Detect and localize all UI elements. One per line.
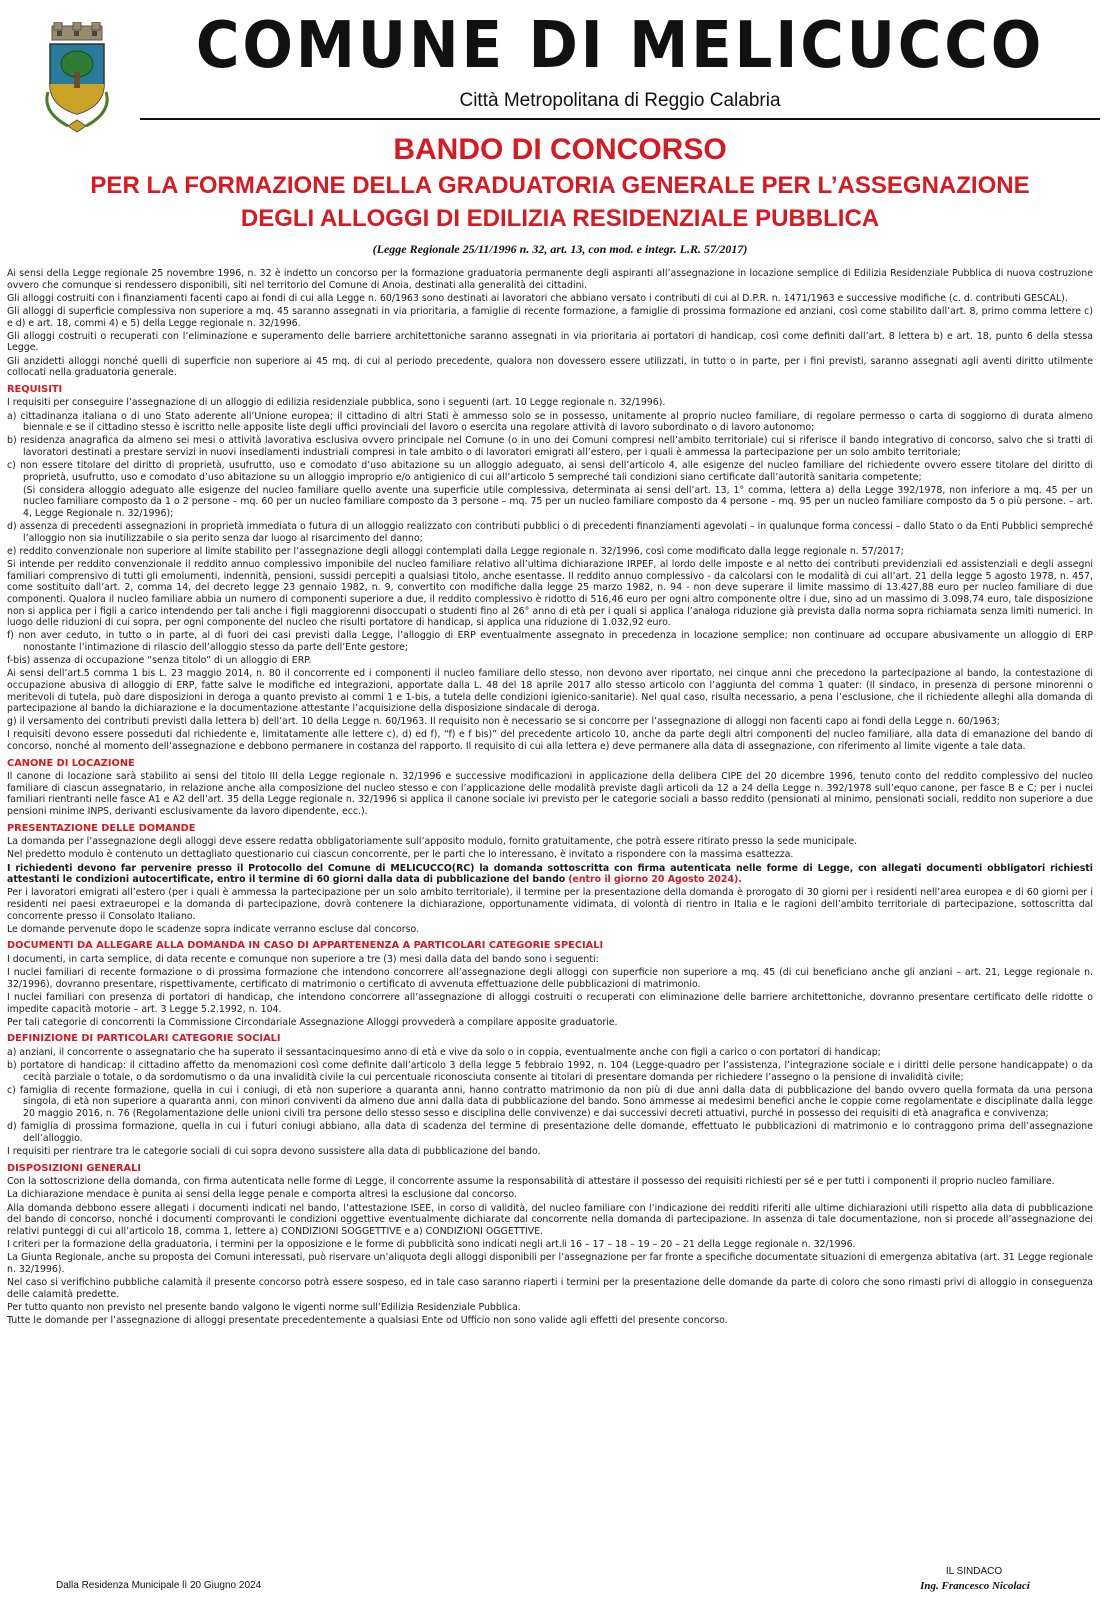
definizioni-closing: I requisiti per rientrare tra le categorie sociali di cui sopra devono sussistere alla data di pubblicazione del bando. bbox=[7, 1146, 541, 1157]
notice-body bbox=[7, 268, 1093, 1328]
announcement-title: BANDO DI CONCORSO bbox=[393, 133, 727, 166]
requisito-g: g) il versamento dei contributi previsti dalla lettera b) dell’art. 10 della Legge n. 60/1963. Il requisito non è necessario se si concorre per l’assegnazione di alloggi non facenti capo ai fondi della Legge n. 60/1963; bbox=[7, 716, 1000, 728]
presentazione-p5: Le domande pervenute dopo le scadenze sopra indicate verranno escluse dal concorso. bbox=[7, 923, 420, 935]
documenti-p1: I documenti, in carta semplice, di data recente e comunque non superiore a tre (3) mesi dalla data del bando sono i seguenti: bbox=[7, 953, 599, 965]
section-heading-documenti: DOCUMENTI DA ALLEGARE ALLA DOMANDA IN CASO DI APPARTENENZA A PARTICOLARI CATEGORIE SPECIALI bbox=[7, 940, 604, 952]
requisiti-closing: I requisiti devono essere posseduti dal richiedente e, limitatamente alle lettere c), d) ed f), “f) e f bis)” del precedente articolo 10, anche da parte degli altri componenti del nucleo familiare, alla data di emanazione del bando di concorso, nonché al momento dell’assegnazione e debbono permanere in costanza del rapporto. Il requisito di cui alla lettera e) deve permanere alla data di assegnazione, con riferimento al limite vigente a tale data. bbox=[7, 729, 1093, 753]
section-heading-canone: CANONE DI LOCAZIONE bbox=[7, 757, 135, 769]
requisito-fbis: f-bis) assenza di occupazione “senza titolo” di un alloggio di ERP. bbox=[7, 655, 312, 667]
documenti-p2: I nuclei familiari di recente formazione o di prossima formazione che intendono concorrere all’assegnazione degli alloggi con superficie non superiore a mq. 45 (di cui beneficiano anche gli anziani – art. 21, Legge regionale n. 32/1996), dovranno presentare, rispettivamente, certificato di matrimonio o certificato di avvenuta effettuazione delle pubblicazioni di matrimonio. bbox=[7, 967, 1093, 990]
section-heading-definizioni: DEFINIZIONE DI PARTICOLARI CATEGORIE SOCIALI bbox=[7, 1033, 281, 1045]
requisito-art5: Ai sensi dell’art.5 comma 1 bis L. 23 maggio 2014, n. 80 il concorrente ed i componenti il nucleo familiare dello stesso, non devono aver riportato, nei cinque anni che precedono la partecipazione al bando, la contestazione di occupazione abusiva di alloggio di ERP, fatte salve le modifiche ed integrazioni, apportate dalla L. 48 del 18 aprile 2017 allo stesso articolo con l’aggiunta del comma 1 quater: (Il sindaco, in presenza di persone minorenni o meritevoli di tutela, può dare disposizioni in deroga a quanto previsto ai commi 1 e 1-bis, a tutela delle condizioni igienico-sanitarie). Nel qual caso, risulta necessario, a pena l’esclusione, che il richiedente alleghi alla domanda di partecipazione al bando la dichiarazione e la documentazione attestante l’acquisizione della disposizione sindacale di deroga. bbox=[7, 668, 1093, 715]
requisito-e-note: Si intende per reddito convenzionale il reddito annuo complessivo imponibile del nucleo familiare relativo all’ultima dichiarazione IRPEF, al lordo delle imposte e al netto dei contributi previdenziali ed assistenziali e degli assegni familiari comprensivo di tutti gli emolumenti, indennità, pensioni, sussidi percepiti a qualsiasi titolo, anche esentasse. Il reddito annuo complessivo - da calcolarsi con le modalità di cui all’art. 21 della legge 5 agosto 1978, n. 457, come sostituito dall’art. 2, comma 14, del decreto legge 23 gennaio 1982, n. 9, convertito con modifiche dalla legge 25 marzo 1982, n. 94 - non deve superare il limite massimo di 13.427,88 euro per nucleo familiare di due componenti. Qualora il nucleo familiare abbia un numero di componenti superiore a due, il reddito complessivo è ridotto di 516,46 euro per ogni altro componente oltre i due, sino ad un massimo di 3.098,74 euro, tale disposizione non si applica per i figli a carico intendendo per tali anche i figli maggiorenni disoccupati o studenti fino al 26° anno di età per i quali si applica l’analoga riduzione già prevista dalla norma sopra richiamata senza limiti numerici. In luogo delle riduzioni di cui sopra, per ogni componente del nucleo che risulti portatore di handicap, si applica una riduzione di 1.032,92 euro. bbox=[7, 559, 1093, 629]
disposizioni-p1: Con la sottoscrizione della domanda, con firma autenticata nelle forme di Legge, il concorrente assume la responsabilità di attestare il possesso dei requisiti richiesti per sé e per tutti i componenti il proprio nucleo familiare. bbox=[7, 1176, 1055, 1188]
requisito-f: f) non aver ceduto, in tutto o in parte, al di fuori dei casi previsti dalla Legge, l’alloggio di ERP eventualmente assegnato in precedenza in locazione semplice; non continuare ad occupare abusivamente un alloggio di ERP nonostante l’intimazione di rilascio dell’alloggio stesso da parte dell’Ente gestore; bbox=[7, 630, 1093, 653]
presentazione-p4: Per i lavoratori emigrati all’estero (per i quali è ammessa la partecipazione per un solo ambito territoriale), il termine per la presentazione della domanda è prorogato di 30 giorni per i residenti nell’area europea e di 60 giorni per i residenti nei paesi extraeuropei e la domanda di partecipazione, dovrà contenere la dichiarazione, opportunamente vidimata, di volontà di rientro in Italia e le ragioni dell’ambito territoriale di partecipazione, sottoscritta dal concorrente presso il Consolato Italiano. bbox=[7, 887, 1093, 922]
municipality-title: COMUNE DI MELICUCCO bbox=[195, 9, 1045, 83]
disposizioni-p5: La Giunta Regionale, anche su proposta dei Comuni interessati, può riservare un’aliquota degli alloggi disponibili per l’assegnazione per far fronte a specifiche documentate situazioni di emergenza abitativa (art. 31 Legge regionale n. 32/1996). bbox=[7, 1252, 1093, 1275]
requisito-b: b) residenza anagrafica da almeno sei mesi o attività lavorativa esclusiva ovvero principale nel Comune (o in uno dei Comuni compresi nell’ambito territoriale) cui si riferisce il bando integrativo di concorso, salvo che si tratti di lavoratori destinati a prestare servizi in nuovi insediamenti industriali compresi in tale ambito o di lavoratori emigrati all’estero, per i quali è ammessa la partecipazione per un solo ambito territoriale; bbox=[7, 435, 1093, 458]
definizione-c: c) famiglia di recente formazione, quella in cui i coniugi, di età non superiore a quaranta anni, hanno contratto matrimonio da non più di due anni dalla data di pubblicazione del bando ovvero quella formata da una persona singola, di età non superiore a quaranta anni, con minori conviventi da almeno due anni dalla data di pubblicazione del bando. Sono ammesse ai medesimi benefici anche le coppie come regolamentate e disciplinate dalla legge 20 maggio 2016, n. 76 (Regolamentazione delle unioni civili tra persone dello stesso sesso e disciplina delle convivenze) e dai successivi decreti attuativi, purché in possesso dei requisiti di età anagrafica e convivenza; bbox=[7, 1084, 1093, 1120]
section-heading-disposizioni: DISPOSIZIONI GENERALI bbox=[7, 1162, 142, 1174]
presentazione-p3 bbox=[7, 863, 1093, 886]
deadline-text: (entro il giorno 20 Agosto 2024). bbox=[568, 874, 742, 886]
intro-paragraph: Gli alloggi di superficie complessiva non superiore a mq. 45 saranno assegnati in via prioritaria, a famiglie di recente formazione, a famiglie di prossima formazione ed anziani, così come stabilito dall’art. 8, primo comma lettere c) e d) e art. 18, commi 4) e 5) della Legge regionale n. 32/1996. bbox=[7, 305, 1093, 329]
disposizioni-p2: La dichiarazione mendace è punita ai sensi della legge penale e comporta altresì la esclusione dal concorso. bbox=[7, 1189, 517, 1201]
presentazione-p3-bold: I richiedenti devono far pervenire presso il Protocollo del Comune di MELICUCCO(RC) la domanda sottoscritta con firma autenticata nelle forme di Legge, con allegati documenti obbligatori richiesti attestanti le condizioni autocertificate, entro il termine di 60 giorni dalla data di pubblicazione del bando bbox=[7, 862, 1093, 886]
presentazione-p1: La domanda per l’assegnazione degli alloggi deve essere redatta obbligatoriamente sull’apposito modulo, fornito gratuitamente, che potrà essere ritirato presso la sede municipale. bbox=[7, 836, 858, 848]
intro-paragraph: Gli alloggi costruiti con i finanziamenti facenti capo ai fondi di cui alla Legge n. 60/1963 sono destinati ai lavoratori che abbiano versato i contributi di cui al D.P.R. n. 1471/1963 e successive modifiche (c. d. contributi GESCAL). bbox=[7, 292, 1068, 304]
signer-name: Ing. Francesco Nicolaci bbox=[920, 1580, 1030, 1592]
section-heading-presentazione: PRESENTAZIONE DELLE DOMANDE bbox=[7, 822, 196, 834]
disposizioni-p4: I criteri per la formazione della graduatoria, i termini per la opposizione e le forme di pubblicità sono indicati negli art.li 16 – 17 – 18 – 19 – 20 – 21 della Legge regionale n. 32/1996. bbox=[7, 1238, 856, 1250]
requisito-e: e) reddito convenzionale non superiore al limite stabilito per l’assegnazione degli alloggi contemplati dalla Legge regionale n. 32/1996, così come modificato dalla legge regionale n. 57/2017; bbox=[7, 546, 904, 557]
documenti-p3: I nuclei familiari con presenza di portatori di handicap, che intendono concorrere all’assegnazione di alloggi costruiti o recuperati con eliminazione delle barriere architettoniche, dovranno presentare certificato delle ridotte o impedite capacità motorie – art. 3 Legge 5.2.1992, n. 104. bbox=[7, 991, 1093, 1015]
announcement-subtitle-2: DEGLI ALLOGGI DI EDILIZIA RESIDENZIALE PUBBLICA bbox=[240, 205, 880, 232]
disposizioni-p7: Per tutto quanto non previsto nel presente bando valgono le vigenti norme sull’Edilizia Residenziale Pubblica. bbox=[7, 1301, 521, 1313]
requisito-c: c) non essere titolare del diritto di proprietà, usufrutto, uso e comodato d’uso abitazione su un alloggio adeguato, ai sensi dell’articolo 4, alle esigenze del nucleo familiare del richiedente ovvero essere titolare del diritto di proprietà, usufrutto, uso e comodato d’uso abitazione su un alloggio improprio e/o antigienico di cui all’articolo 5 sempreché tali condizioni siano certificate dall’autorità sanitaria competente; bbox=[7, 460, 1093, 483]
place-date: Dalla Residenza Municipale lì 20 Giugno 2024 bbox=[56, 1580, 262, 1591]
section-heading-requisiti: REQUISITI bbox=[7, 383, 63, 395]
municipal-crest-icon bbox=[38, 22, 116, 134]
announcement-subtitle-1: PER LA FORMAZIONE DELLA GRADUATORIA GENERALE PER L’ASSEGNAZIONE bbox=[90, 172, 1030, 199]
requisito-c-note: (Si considera alloggio adeguato alle esigenze del nucleo familiare quello avente una superficie utile complessiva, determinata ai sensi dell’art. 13, 1° comma, lettera a) della Legge 392/1978, non inferiore a mq. 45 per un nucleo familiare composto da 1 o 2 persone – mq. 60 per un nucleo familiare composto da 3 persone – mq. 75 per un nucleo familiare composto da 4 persone – mq. 95 per un nucleo familiare composto da 5 o più persone. – art. 4, Legge Regionale n. 32/1996); bbox=[23, 484, 1093, 520]
documenti-p4: Per tali categorie di concorrenti la Commissione Circondariale Assegnazione Alloggi provvederà a compilare apposite graduatorie. bbox=[7, 1016, 618, 1028]
definizione-a: a) anziani, il concorrente o assegnatario che ha superato il sessantacinquesimo anno di età e vive da solo o in coppia, eventualmente anche con figli a carico o con portatori di handicap; bbox=[7, 1046, 881, 1058]
intro-paragraph: Gli anzidetti alloggi nonché quelli di superficie non superiore ai 45 mq. di cui al periodo precedente, qualora non dovessero essere utilizzati, in tutto o in parte, per i fini previsti, saranno assegnati agli aventi diritto utilmente collocati nella graduatoria generale. bbox=[7, 355, 1093, 379]
presentazione-p2: Nel predetto modulo è contenuto un dettagliato questionario cui ciascun concorrente, per le parti che lo interessano, è invitato a rispondere con la massima esattezza. bbox=[7, 849, 794, 861]
requisito-a: a) cittadinanza italiana o di uno Stato aderente all’Unione europea; il cittadino di altri Stati è ammesso solo se in possesso, unitamente al proprio nucleo familiare, di regolare permesso o carta di soggiorno di durata almeno biennale e se il cittadino stesso è iscritto nelle apposite liste degli uffici provinciali del lavoro o esercita una regolare attività di lavoro subordinato o di lavoro autonomo; bbox=[7, 410, 1093, 434]
signer-title: IL SINDACO bbox=[945, 1566, 1003, 1577]
header-divider bbox=[140, 118, 1100, 120]
requisiti-lead: I requisiti per conseguire l’assegnazione di un alloggio di edilizia residenziale pubblica, sono i seguenti (art. 10 Legge regionale n. 32/1996). bbox=[7, 397, 666, 409]
definizione-d: d) famiglia di prossima formazione, quella in cui i futuri coniugi abbiano, alla data di scadenza del termine di presentazione delle domande, effettuato le pubblicazioni di matrimonio e lo contraggono prima dell’assegnazione dell’alloggio. bbox=[7, 1121, 1093, 1144]
disposizioni-p3: Alla domanda debbono essere allegati i documenti indicati nel bando, l’attestazione ISEE, in corso di validità, del nucleo familiare con l’indicazione dei redditi riferiti alle ultime dichiarazioni utili rispetto alla data di pubblicazione del bando di concorso, nonché i documenti comprovanti le condizioni oggettive eventualmente dichiarate dal concorrente nella domanda di partecipazione. In assenza di tale documentazione, non si procede all’assegnazione dei relativi punteggi di cui all’articolo 18, comma 1, lettere a) CONDIZIONI SOGGETTIVE e a) CONDIZIONI OGGETTIVE. bbox=[7, 1202, 1093, 1237]
disposizioni-p8: Tutte le domande per l’assegnazione di alloggi presentate precedentemente a qualsiasi Ente od Ufficio non sono valide agli effetti del presente concorso. bbox=[7, 1314, 728, 1326]
municipality-subtitle: Città Metropolitana di Reggio Calabria bbox=[459, 90, 781, 111]
intro-paragraph: Ai sensi della Legge regionale 25 novembre 1996, n. 32 è indetto un concorso per la formazione graduatoria permanente degli aspiranti all’assegnazione in locazione semplice di Edilizia Residenziale Pubblica di nuova costruzione ovvero che comunque si rendessero disponibili, siti nel territorio del Comune di Anoia, destinati alla generalità dei cittadini. bbox=[7, 268, 1093, 291]
definizione-b: b) portatore di handicap: il cittadino affetto da menomazioni così come definite dall’articolo 3 della legge 5 febbraio 1992, n. 104 (Legge-quadro per l’assistenza, l’integrazione sociale e i diritti delle persone handicappate) o da cecità parziale o totale, o da sordomutismo o da una invalidità civile la cui percentuale riconosciuta consente ai titolari di presentare domanda per richiedere l’assegno o la pensione di invalidità civile; bbox=[7, 1060, 1093, 1083]
disposizioni-p6: Nel caso si verifichino pubbliche calamità il presente concorso potrà essere sospeso, ed in tale caso saranno riaperti i termini per la presentazione delle domande da parte di coloro che sono rimasti privi di alloggio in conseguenza delle calamità predette. bbox=[7, 1276, 1093, 1300]
intro-paragraph: Gli alloggi costruiti o recuperati con l’eliminazione e superamento delle barriere architettoniche saranno assegnati in via prioritaria ai portatori di handicap, così come definiti dall’art. 8 lettera b) e art. 18, punto 6 della stessa Legge. bbox=[7, 330, 1093, 354]
canone-text: Il canone di locazione sarà stabilito ai sensi del titolo III della Legge regionale n. 32/1996 e successive modificazioni in applicazione della delibera CIPE del 20 dicembre 1996, tenuto conto del reddito complessivo del nucleo familiare di ciascun assegnatario, in relazione anche alla composizione del nucleo stesso e con l’applicazione delle modalità previste dagli articoli da 12 a 24 della Legge n. 392/1978 sull’equo canone, per fasce B e C; per i nuclei familiari rientranti nelle fasce A1 e A2 dell’art. 35 della Legge regionale n. 32/1996 si applica il canone sociale ivi previsto per le categorie sociali a basso reddito (pensionati al minimo, pensionati sociali, reddito non superiore a due pensioni minime INPS, derivanti esclusivamente da lavoro dipendente, ecc.). bbox=[7, 771, 1093, 818]
requisito-d: d) assenza di precedenti assegnazioni in proprietà immediata o futura di un alloggio realizzato con contributi pubblici o di precedenti finanziamenti agevolati – in qualunque forma concessi – dallo Stato o da Enti Pubblici sempreché l’alloggio non sia inutilizzabile o sia perito senza dar luogo al risarcimento del danno; bbox=[7, 521, 1093, 544]
law-reference: (Legge Regionale 25/11/1996 n. 32, art. 13, con mod. e integr. L.R. 57/2017) bbox=[372, 242, 748, 256]
